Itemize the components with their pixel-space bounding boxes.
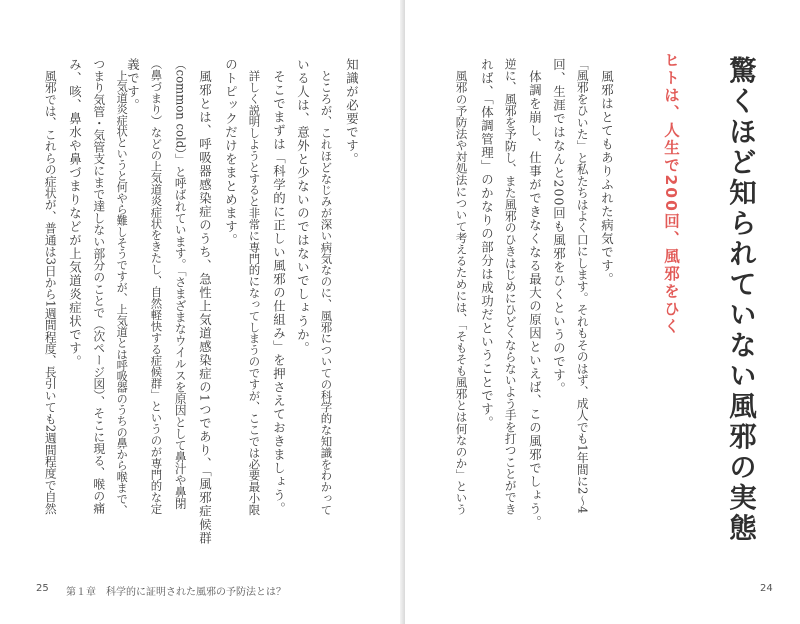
text-column: 知識が必要です。: [344, 58, 360, 166]
text-column: 風邪では、これらの症状が、普通は3日から1週間程度、長引いても2週間程度で自然: [43, 70, 58, 515]
page-number-left: 25: [36, 583, 49, 594]
text-column: （鼻づまり）などの上気道炎症状をきたし、自然軽快する症候群」というのが専門的な定: [149, 58, 164, 515]
text-column: 義です。: [125, 58, 141, 112]
text-column: （common cold）」と呼ばれています。「さまざまなウイルスを原因として鼻汁や鼻閉: [173, 58, 188, 510]
text-column: 「風邪をひいた」と私たちはよく口にします。それもそのはず、成人でも1年間に2～4: [575, 58, 590, 514]
section-subtitle: ヒトは、人生で200回、風邪をひく: [662, 52, 680, 336]
chapter-title: 驚くほど知られていない風邪の実態: [724, 56, 756, 544]
text-column: 上気道炎症状というと何やら難しそうですが、上気道とは呼吸器のうちの鼻から喉まで、: [115, 70, 129, 516]
text-column: み、咳、鼻水や鼻づまりなどが上気道炎症状です。: [67, 58, 83, 369]
chapter-footer: 第１章 科学的に証明された風邪の予防法とは？: [66, 587, 286, 598]
text-column: 逆に、風邪を予防し、また風邪のひきはじめにひどくならないよう手を打つことができ: [503, 58, 518, 515]
text-column: 回、生涯ではなんと200回も風邪をひくというのです。: [551, 58, 567, 396]
text-column: れば、「体調管理」のかなりの部分は成功だということです。: [479, 58, 495, 430]
page-number-right: 24: [760, 583, 773, 594]
text-column: のトピックだけをまとめます。: [223, 58, 239, 247]
text-column: つまり気管・気管支にまで達しない部分のことで（次ページ図）、そこに現る、喉の痛: [91, 58, 106, 514]
text-column: 風邪はとてもありふれた病気です。: [599, 70, 615, 286]
text-column: 詳しく説明しようとすると非常に専門的になってしまうのですが、ここでは必要最小限: [247, 70, 262, 516]
text-column: 風邪の予防法や対処法について考えるためには、「そもそも風邪とは何なのか」という: [454, 70, 469, 516]
text-column: いる人は、意外と少ないのではないでしょうか。: [295, 58, 311, 355]
text-column: ところが、これほどなじみが深い病気なのに、風邪についての科学的な知識をわかって: [319, 70, 334, 516]
text-column: 風邪とは、呼吸器感染症のうち、急性上気道感染症の1つであり、「風邪症候群: [197, 70, 213, 546]
text-column: そこでまずは「科学的に正しい風邪の仕組み」を押さえておきましょう。: [271, 70, 287, 516]
text-column: 体調を崩し、仕事ができなくなる最大の原因といえば、この風邪でしょう。: [527, 70, 543, 529]
